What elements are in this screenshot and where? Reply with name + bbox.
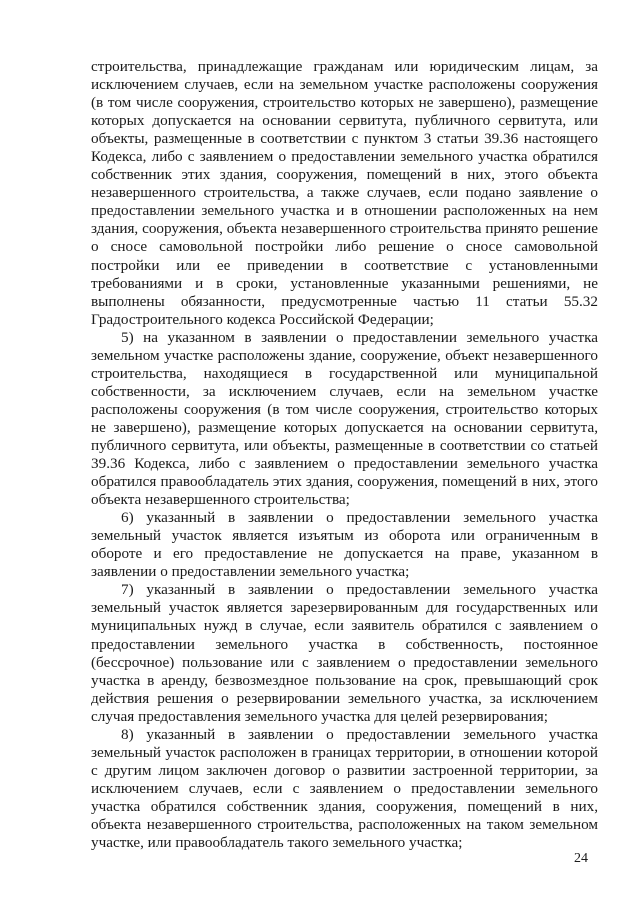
paragraph-continuation: строительства, принадлежащие гражданам или юридическим лицам, за исключением случаев, если на земельном участке расположены сооружения (в том числе сооружения, строительство которых не завершено), размещение которых допускается на основании сервитута, публичного сервитута, или объекты, размещенные в соответствии с пунктом 3 статьи 39.36 настоящего Кодекса, либо с заявлением о предоставлении земельного участка обратился собственник этих здания, сооружения, помещений в них, этого объекта незавершенного строительства, а также случаев, если подано заявление о предоставлении земельного участка и в отношении расположенных на нем здания, сооружения, объекта незавершенного строительства принято решение о сносе самовольной постройки либо решение о сносе самовольной постройки или ее приведении в соответствие с установленными требованиями и в сроки, установленные указанными решениями, не выполнены обязанности, предусмотренные частью 11 статьи 55.32 Градостроительного кодекса Российской Федерации; xyxy=(91,58,598,328)
page-number: 24 xyxy=(574,851,588,866)
document-body xyxy=(91,58,598,852)
paragraph-item-6: 6) указанный в заявлении о предоставлении земельного участка земельный участок является изъятым из оборота или ограниченным в обороте и его предоставление не допускается на праве, указанном в заявлении о предоставлении земельного участка; xyxy=(91,509,598,581)
paragraph-item-8: 8) указанный в заявлении о предоставлении земельного участка земельный участок расположен в границах территории, в отношении которой с другим лицом заключен договор о развитии застроенной территории, за исключением случаев, если с заявлением о предоставлении земельного участка обратился собственник здания, сооружения, помещений в них, объекта незавершенного строительства, расположенных на таком земельном участке, или правообладатель такого земельного участка; xyxy=(91,725,598,852)
paragraph-item-5: 5) на указанном в заявлении о предоставлении земельного участка земельном участке расположены здание, сооружение, объект незавершенного строительства, находящиеся в государственной или муниципальной собственности, за исключением случаев, если на земельном участке расположены сооружения (в том числе сооружения, строительство которых не завершено), размещение которых допускается на основании сервитута, публичного сервитута, или объекты, размещенные в соответствии со статьей 39.36 Кодекса, либо с заявлением о предоставлении земельного участка обратился правообладатель этих здания, сооружения, помещений в них, этого объекта незавершенного строительства; xyxy=(91,328,598,509)
paragraph-item-7: 7) указанный в заявлении о предоставлении земельного участка земельный участок является зарезервированным для государственных или муниципальных нужд в случае, если заявитель обратился с заявлением о предоставлении земельного участка в собственность, постоянное (бессрочное) пользование или с заявлением о предоставлении земельного участка в аренду, безвозмездное пользование на срок, превышающий срок действия решения о резервировании земельного участка, за исключением случая предоставления земельного участка для целей резервирования; xyxy=(91,581,598,725)
